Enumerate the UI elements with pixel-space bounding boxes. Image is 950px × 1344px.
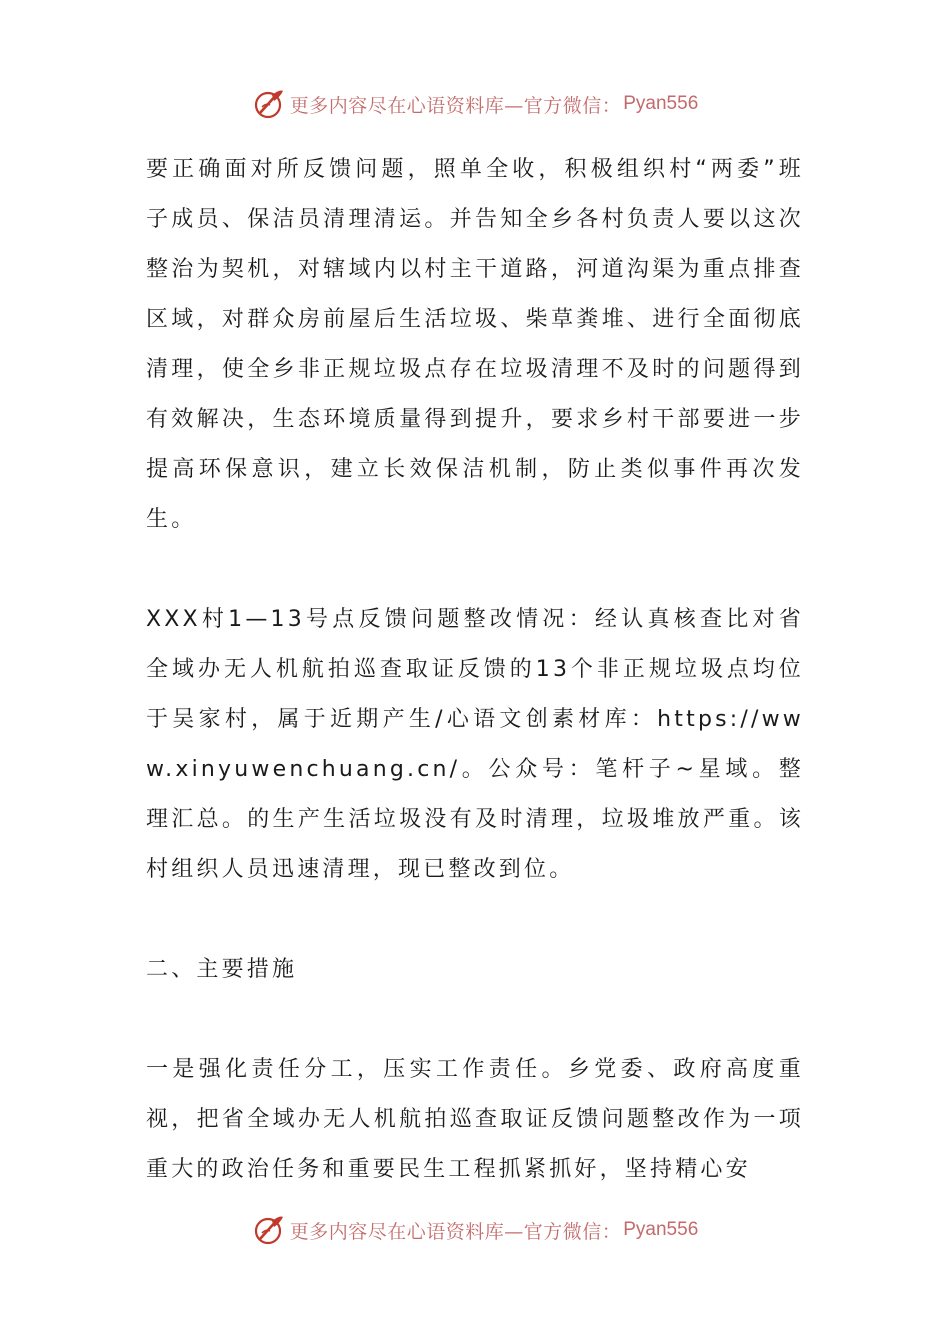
document-body [146,145,804,1195]
paragraph-gap [146,545,804,595]
quill-logo-icon [252,1213,286,1247]
quill-logo-icon [252,87,286,121]
paragraph-2: XXX村1—13号点反馈问题整改情况：经认真核查比对省全域办无人机航拍巡查取证反馈的13个非正规垃圾点均位于吴家村，属于近期产生/心语文创素材库：https://www.xinyuwenchuang.cn/。公众号：笔杆子~星域。整理汇总。的生产生活垃圾没有及时清理，垃圾堆放严重。该村组织人员迅速清理，现已整改到位。 [146,607,804,882]
paragraph-gap [146,995,804,1045]
footer-watermark-banner [0,1210,950,1250]
section-heading: 二、主要措施 [146,957,298,982]
paragraph-gap [146,895,804,945]
paragraph-1: 要正确面对所反馈问题，照单全收，积极组织村“两委”班子成员、保洁员清理清运。并告知全乡各村负责人要以这次整治为契机，对辖域内以村主干道路，河道沟渠为重点排查区域，对群众房前屋后生活垃圾、柴草粪堆、进行全面彻底清理，使全乡非正规垃圾点存在垃圾清理不及时的问题得到有效解决，生态环境质量得到提升，要求乡村干部要进一步提高环保意识，建立长效保洁机制，防止类似事件再次发生。 [146,157,804,532]
banner-wechat-handle: Pyan556 [623,1219,699,1240]
banner-wechat-handle: Pyan556 [623,93,699,114]
banner-text: 更多内容尽在心语资料库—官方微信： [289,94,622,117]
paragraph-3: 一是强化责任分工，压实工作责任。乡党委、政府高度重视，把省全域办无人机航拍巡查取证反馈问题整改作为一项重大的政治任务和重要民生工程抓紧抓好，坚持精心安 [146,1057,804,1182]
banner-text: 更多内容尽在心语资料库—官方微信： [289,1220,622,1243]
header-watermark-banner [0,84,950,124]
